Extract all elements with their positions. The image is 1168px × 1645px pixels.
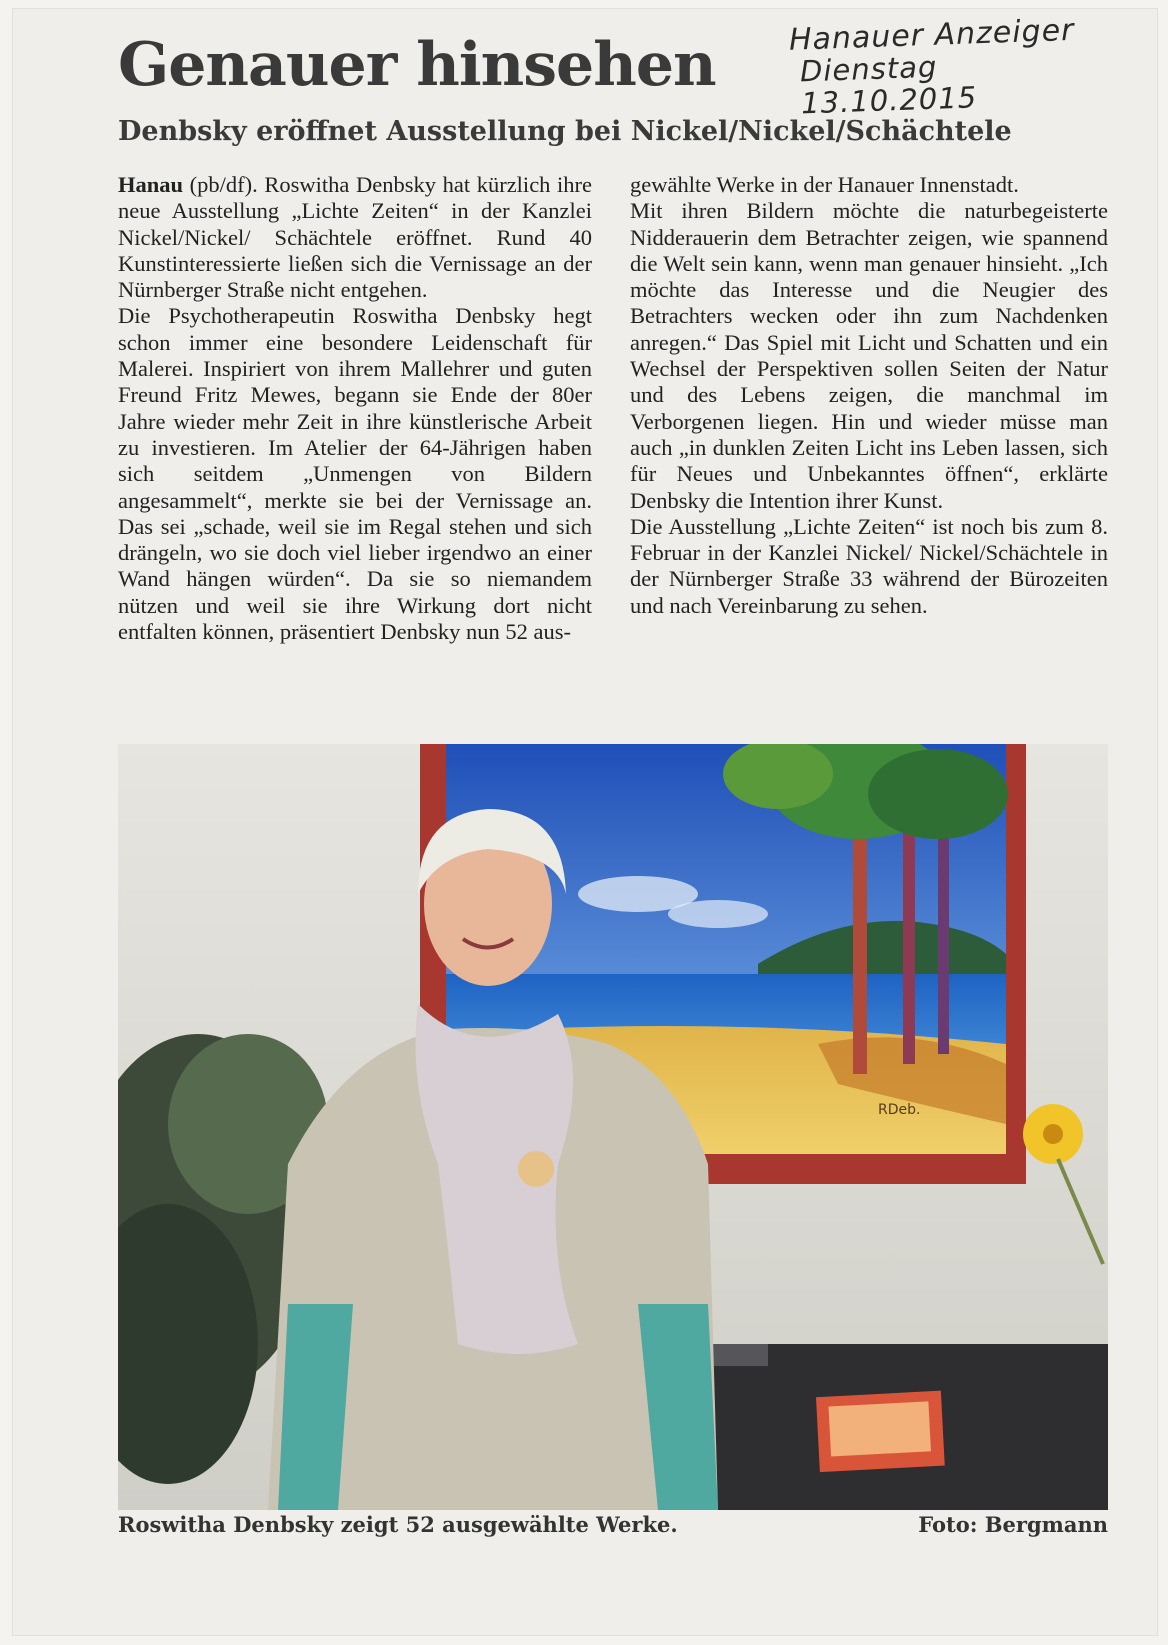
handwritten-source: Hanauer Anzeiger bbox=[788, 12, 1076, 58]
painting-tree-trunk bbox=[853, 804, 867, 1074]
article-subheadline: Denbsky eröffnet Ausstellung bei Nickel/Nickel/Schächtele bbox=[118, 116, 1012, 147]
painting-cloud bbox=[668, 900, 768, 928]
painting-signature: RDeb. bbox=[878, 1102, 921, 1118]
photo-illustration bbox=[118, 744, 1108, 1510]
woman-brooch bbox=[518, 1151, 554, 1187]
handwritten-date: Dienstag 13.10.2015 bbox=[799, 49, 978, 121]
book-cover-art bbox=[828, 1401, 930, 1456]
article-lead-text: Roswitha Denbsky hat kürzlich ihre neue Ausstellung „Lichte Zeiten“ in der Kanzlei Nickel/Nickel/ Schächtele eröffnet. Rund 40 Kunstinteressierte ließen sich die Vernissage an der Nürnberger Straße nicht entgehen. bbox=[118, 172, 593, 303]
photo-caption: Roswitha Denbsky zeigt 52 ausgewählte Werke. bbox=[118, 1512, 678, 1537]
article-byline: (pb/df). bbox=[189, 172, 258, 197]
painting-tree-crown bbox=[868, 749, 1008, 839]
article-photo bbox=[118, 744, 1108, 1510]
article-column-right bbox=[630, 172, 1108, 619]
painting-tree-trunk bbox=[903, 814, 915, 1064]
photo-credit: Foto: Bergmann bbox=[918, 1512, 1108, 1537]
handwritten-note bbox=[788, 12, 1121, 120]
article-dateline: Hanau bbox=[118, 172, 184, 197]
article-headline: Genauer hinsehen bbox=[118, 30, 716, 100]
flower-center bbox=[1043, 1124, 1063, 1144]
article-paragraph: Die Ausstellung „Lichte Zeiten“ ist noch bis zum 8. Februar in der Kanzlei Nickel/ Nickel/Schächtele in der Nürnberger Straße 33 während der Bürozeiten und nach Vereinbarung zu sehen. bbox=[630, 513, 1108, 618]
article-column-left bbox=[118, 172, 592, 645]
article-paragraph bbox=[118, 172, 592, 303]
article-paragraph: gewählte Werke in der Hanauer Innenstadt. bbox=[630, 172, 1019, 197]
article-paragraph: Die Psychotherapeutin Roswitha Denbsky hegt schon immer eine besondere Leidenschaft für Malerei. Inspiriert von ihrem Mallehrer und guten Freund Fritz Mewes, begann sie Ende der 80er Jahre wieder mehr Zeit in ihre künstlerische Arbeit zu investieren. Im Atelier der 64-Jährigen haben sich seitdem „Unmengen von Bildern angesammelt“, merkte sie bei der Vernissage an. Das sei „schade, weil sie im Regal stehen und sich drängeln, wo sie doch viel lieber irgendwo an einer Wand hängen würden“. Da sie so niemandem nützen und weil sie ihre Wirkung dort nicht entfalten können, präsentiert Denbsky nun 52 aus- bbox=[118, 303, 592, 645]
article-paragraph: Mit ihren Bildern möchte die naturbegeisterte Nidderauerin dem Betrachter zeigen, wie spannend die Welt sein kann, wenn man genauer hinsieht. „Ich möchte das Interesse und die Neugier des Betrachters wecken oder ihn zum Nachdenken anregen.“ Das Spiel mit Licht und Schatten und ein Wechsel der Perspektiven sollen Seiten der Natur und des Lebens zeigen, die manchmal im Verborgenen liegen. Hin und wieder müsse man auch „in dunklen Zeiten Licht ins Leben lassen, sich für Neues und Unbekanntes öffnen“, erklärte Denbsky die Intention ihrer Kunst. bbox=[630, 198, 1108, 513]
painting-tree-trunk bbox=[938, 824, 949, 1054]
